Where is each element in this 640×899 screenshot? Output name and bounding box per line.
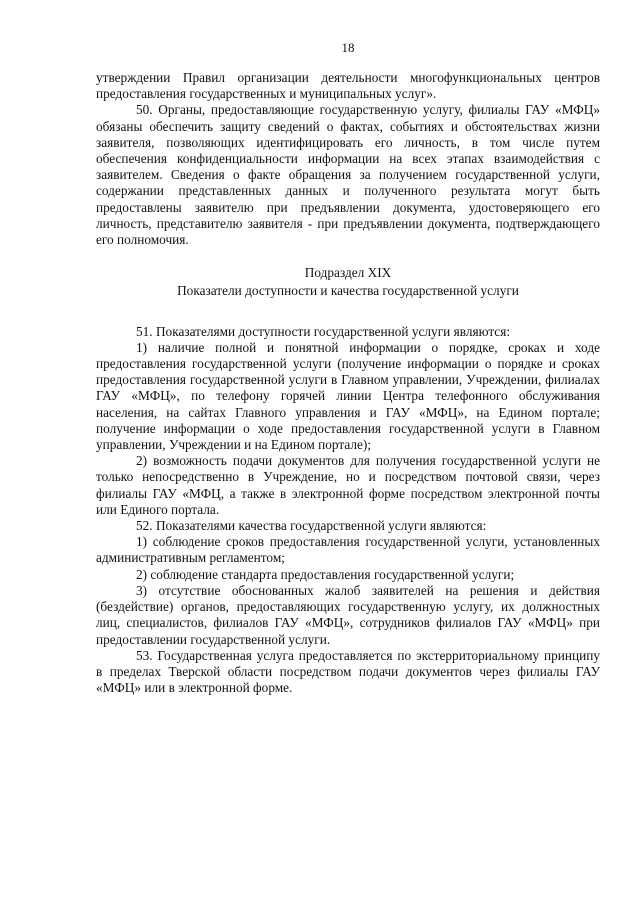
paragraph-51-item-1: 1) наличие полной и понятной информации о порядке, сроках и ходе предоставления государственной услуги (получение информации о порядке и сроках предоставления государственной услуги в Главном управлении, Учреждении, филиалах ГАУ «МФЦ», по телефону горячей линии Центра телефонного обслуживания населения, на сайтах Главного управления и ГАУ «МФЦ», на Едином портале; получение информации о ходе предоставления государственной услуги в Главном управлении, Учреждении и на Едином портале); (96, 339, 600, 453)
paragraph-continuation: утверждении Правил организации деятельности многофункциональных центров предоставления государственных и муниципальных услуг». (96, 70, 600, 102)
paragraph-51: 51. Показателями доступности государственной услуги являются: (136, 323, 511, 339)
paragraph-52: 52. Показателями качества государственной услуги являются: (136, 518, 487, 534)
paragraph-53: 53. Государственная услуга предоставляется по экстерриториальному принципу в пределах Тверской области посредством подачи документов через филиалы ГАУ «МФЦ» или в электронной форме. (96, 647, 600, 696)
document-page (96, 40, 600, 696)
paragraph-52-item-1: 1) соблюдение сроков предоставления государственной услуги, установленных административным регламентом; (96, 534, 600, 566)
document-body (96, 70, 600, 696)
page-number: 18 (341, 40, 355, 55)
section-heading: Подраздел XIX (304, 265, 392, 281)
paragraph-52-item-3: 3) отсутствие обоснованных жалоб заявителей на решения и действия (бездействие) органов, предоставляющих государственную услугу, их должностных лиц, специалистов, филиалов ГАУ «МФЦ», сотрудников филиалов ГАУ «МФЦ» при предоставлении государственной услуги. (96, 582, 600, 647)
paragraph-51-item-2: 2) возможность подачи документов для получения государственной услуги не только непосредственно в Учреждение, но и посредством почтовой связи, через филиалы ГАУ «МФЦ, а также в электронной форме посредством электронной почты или Единого портала. (96, 453, 600, 517)
section-title: Показатели доступности и качества государственной услуги (177, 283, 519, 299)
paragraph-52-item-2: 2) соблюдение стандарта предоставления государственной услуги; (136, 566, 515, 582)
paragraph-50: 50. Органы, предоставляющие государственную услугу, филиалы ГАУ «МФЦ» обязаны обеспечить защиту сведений о фактах, событиях и обстоятельствах жизни заявителя, позволяющих идентифицировать его личность, в том числе путем обеспечения конфиденциальности информации на всех этапах взаимодействия с заявителем. Сведения о факте обращения за получением государственной услуги, содержании представленных данных и полученного результата могут быть предоставлены заявителю при предъявлении документа, удостоверяющего его личность, представителю заявителя - при предъявлении документа, подтверждающего его полномочия. (96, 102, 600, 248)
